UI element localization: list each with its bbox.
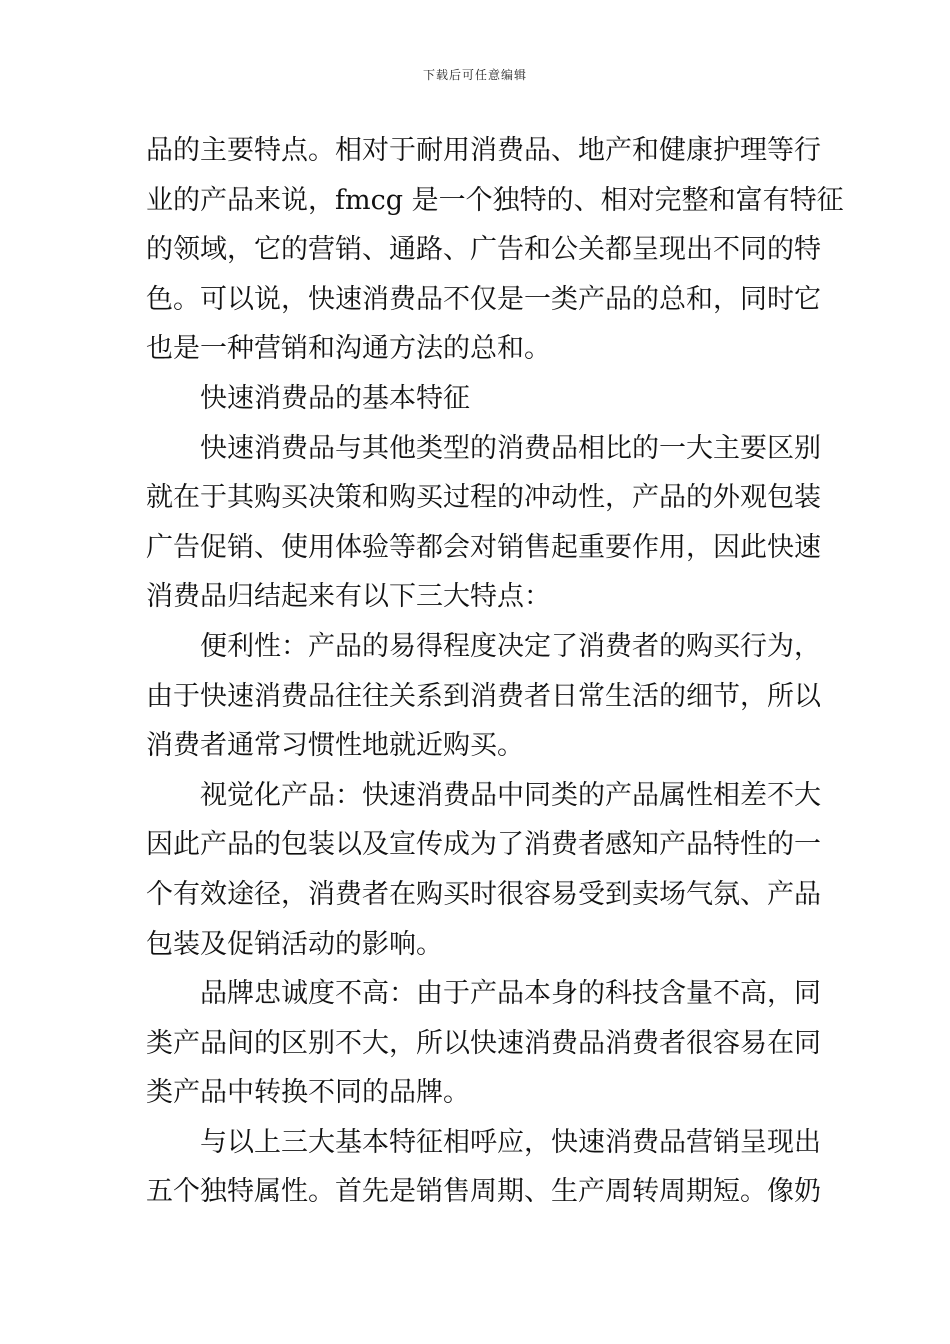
text-line: 由于快速消费品往往关系到消费者日常生活的细节，所以 <box>146 680 821 712</box>
text-line: 也是一种营销和沟通方法的总和。 <box>146 333 551 365</box>
text-line: 色。可以说，快速消费品不仅是一类产品的总和，同时它 <box>146 283 821 315</box>
text-line: 五个独特属性。首先是销售周期、生产周转周期短。像奶 <box>146 1176 821 1208</box>
text-line: 品牌忠诚度不高：由于产品本身的科技含量不高，同 <box>200 978 821 1010</box>
text-line: 消费品归结起来有以下三大特点： <box>146 581 551 613</box>
text-line: 快速消费品与其他类型的消费品相比的一大主要区别 <box>200 432 821 464</box>
text-line: 就在于其购买决策和购买过程的冲动性，产品的外观包装 <box>146 482 821 514</box>
document-body <box>146 126 844 1217</box>
text-line: 广告促销、使用体验等都会对销售起重要作用，因此快速 <box>146 531 821 563</box>
text-line: 的领域，它的营销、通路、广告和公关都呈现出不同的特 <box>146 234 821 266</box>
text-line: 与以上三大基本特征相呼应，快速消费品营销呈现出 <box>200 1126 821 1158</box>
text-line: 因此产品的包装以及宣传成为了消费者感知产品特性的一 <box>146 829 821 861</box>
text-line: 消费者通常习惯性地就近购买。 <box>146 730 524 762</box>
text-line: 品的主要特点。相对于耐用消费品、地产和健康护理等行 <box>146 135 821 166</box>
text-line: 便利性：产品的易得程度决定了消费者的购买行为， <box>200 630 821 662</box>
text-line: 类产品中转换不同的品牌。 <box>146 1077 470 1109</box>
text-line: 视觉化产品：快速消费品中同类的产品属性相差不大 <box>200 779 821 811</box>
section-heading: 快速消费品的基本特征 <box>200 382 470 414</box>
text-line: 包装及促销活动的影响。 <box>146 928 443 960</box>
text-line: 业的产品来说，fmcg 是一个独特的、相对完整和富有特征 <box>146 184 844 216</box>
text-line: 个有效途径，消费者在购买时很容易受到卖场气氛、产品 <box>146 878 821 910</box>
text-line: 类产品间的区别不大，所以快速消费品消费者很容易在同 <box>146 1027 821 1059</box>
page-header-note: 下载后可任意编辑 <box>422 68 527 82</box>
